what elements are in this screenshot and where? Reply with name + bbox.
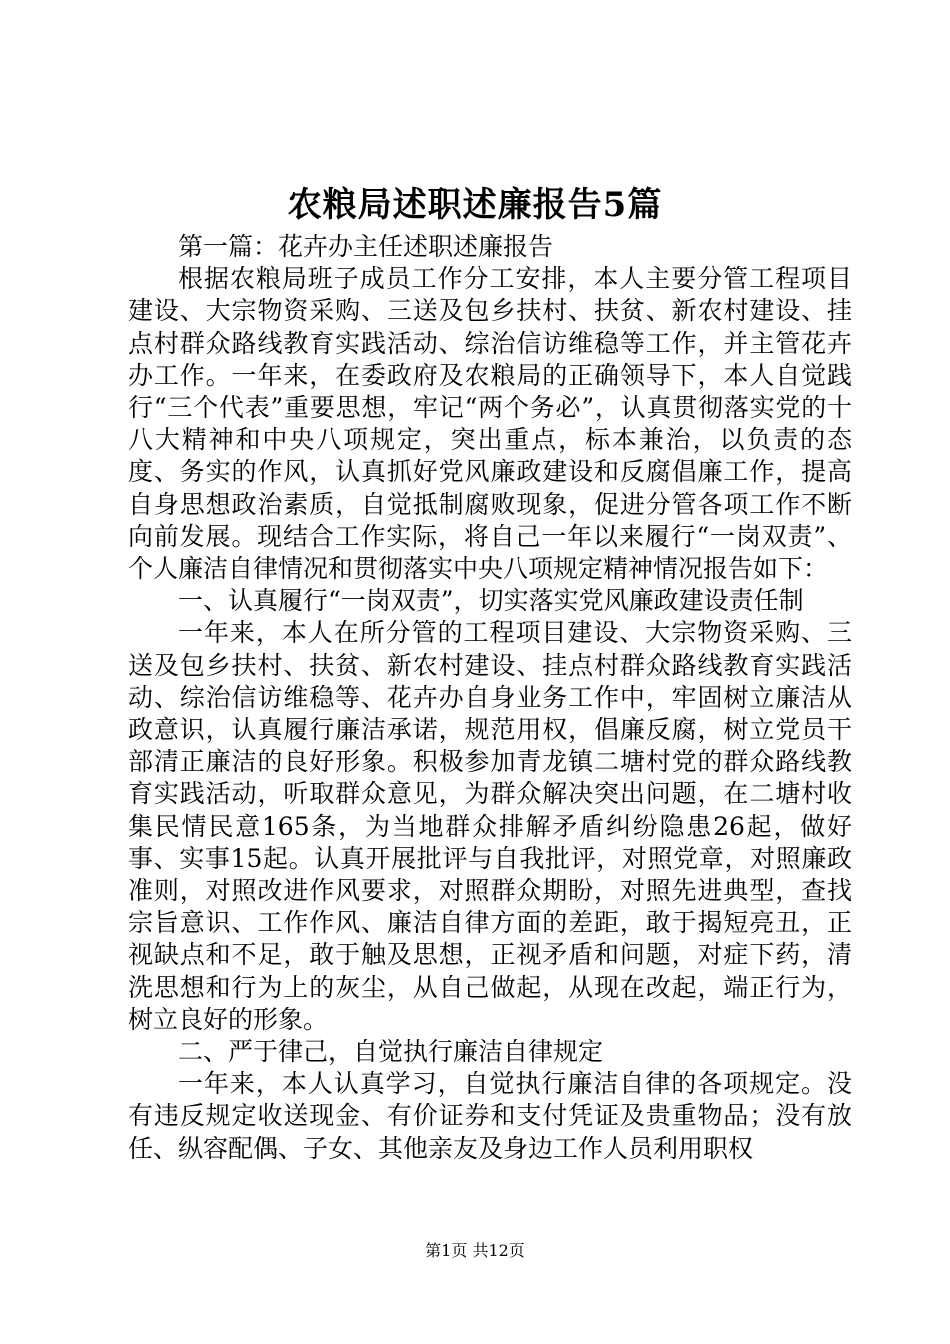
body-paragraph: 一年来，本人认真学习，自觉执行廉洁自律的各项规定。没有违反规定收送现金、有价证券和支付凭证及贵重物品；没有放任、纵容配偶、子女、其他亲友及身边工作人员利用职权	[128, 1069, 852, 1163]
section-heading: 一、认真履行“一岗双责”，切实落实党风廉政建设责任制	[178, 586, 804, 616]
body-paragraph: 一年来，本人在所分管的工程项目建设、大宗物资采购、三送及包乡扶村、扶贫、新农村建设、挂点村群众路线教育实践活动、综治信访维稳等、花卉办自身业务工作中，牢固树立廉洁从政意识，认真履行廉洁承诺，规范用权，倡廉反腐，树立党员干部清正廉洁的良好形象。积极参加青龙镇二塘村党的群众路线教育实践活动，听取群众意见，为群众解决突出问题，在二塘村收集民情民意165条，为当地群众排解矛盾纠纷隐患26起，做好事、实事15起。认真开展批评与自我批评，对照党章，对照廉政准则，对照改进作风要求，对照群众期盼，对照先进典型，查找宗旨意识、工作作风、廉洁自律方面的差距，敢于揭短亮丑，正视缺点和不足，敢于触及思想，正视矛盾和问题，对症下药，清洗思想和行为上的灰尘，从自己做起，从现在改起，端正行为，树立良好的形象。	[128, 618, 852, 1034]
section-heading: 第一篇：花卉办主任述职述廉报告	[178, 232, 554, 261]
body-paragraph: 根据农粮局班子成员工作分工安排，本人主要分管工程项目建设、大宗物资采购、三送及包乡扶村、扶贫、新农村建设、挂点村群众路线教育实践活动、综治信访维稳等工作，并主管花卉办工作。一年来，在委政府及农粮局的正确领导下，本人自觉践行“三个代表”重要思想，牢记“两个务必”，认真贯彻落实党的十八大精神和中央八项规定，突出重点，标本兼治，以负责的态度、务实的作风，认真抓好党风廉政建设和反腐倡廉工作，提高自身思想政治素质，自觉抵制腐败现象，促进分管各项工作不断向前发展。现结合工作实际，将自己一年以来履行“一岗双责”、个人廉洁自律情况和贯彻落实中央八项规定精神情况报告如下：	[128, 264, 852, 584]
document-title: 农粮局述职述廉报告5篇	[287, 185, 663, 225]
document-body	[128, 231, 852, 1165]
section-heading: 二、严于律己，自觉执行廉洁自律规定	[178, 1037, 604, 1067]
page-footer: 第1页 共12页	[425, 1241, 525, 1260]
